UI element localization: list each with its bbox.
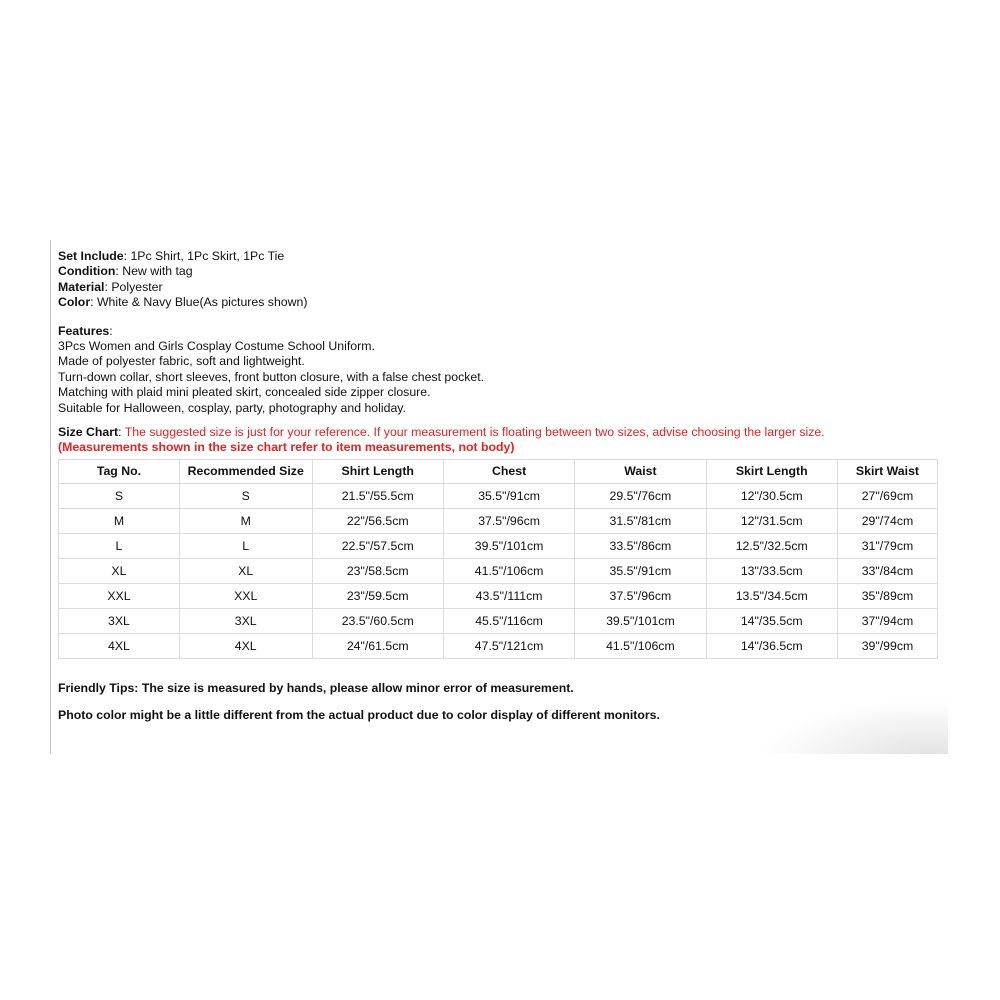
table-cell: 37"/94cm [837, 608, 937, 633]
feature-item: 3Pcs Women and Girls Cosplay Costume School Uniform. [58, 339, 375, 354]
table-cell: S [59, 483, 180, 508]
table-cell: 27"/69cm [837, 483, 937, 508]
column-header: Skirt Waist [837, 459, 937, 483]
table-cell: 3XL [59, 608, 180, 633]
table-cell: 4XL [59, 633, 180, 658]
table-cell: 29.5"/76cm [575, 483, 706, 508]
table-cell: 12.5"/32.5cm [706, 533, 837, 558]
size-chart-note-2: (Measurements shown in the size chart refer to item measurements, not body) [58, 440, 515, 455]
table-cell: L [179, 533, 312, 558]
table-cell: S [179, 483, 312, 508]
features-heading: Features [58, 323, 110, 338]
feature-item: Suitable for Halloween, cosplay, party, photography and holiday. [58, 400, 406, 415]
table-cell: 41.5"/106cm [575, 633, 706, 658]
table-cell: 23.5"/60.5cm [312, 608, 443, 633]
column-header: Recommended Size [179, 459, 312, 483]
table-cell: 14"/36.5cm [706, 633, 837, 658]
set-include-line [58, 249, 948, 264]
color-value: : White & Navy Blue(As pictures shown) [90, 295, 308, 310]
table-cell: 39"/99cm [837, 633, 937, 658]
table-cell: 35.5"/91cm [575, 558, 706, 583]
column-header: Tag No. [59, 459, 180, 483]
color-label: Color [58, 295, 91, 310]
table-cell: 41.5"/106cm [443, 558, 574, 583]
table-row [59, 533, 938, 558]
condition-label: Condition [58, 264, 116, 279]
table-cell: 21.5"/55.5cm [312, 483, 443, 508]
table-cell: L [59, 533, 180, 558]
size-chart-table [58, 459, 938, 659]
table-row [59, 508, 938, 533]
table-cell: 23"/59.5cm [312, 583, 443, 608]
table-cell: 37.5"/96cm [443, 508, 574, 533]
table-cell: 39.5"/101cm [443, 533, 574, 558]
table-row [59, 583, 938, 608]
table-cell: 37.5"/96cm [575, 583, 706, 608]
table-header-row [59, 459, 938, 483]
feature-item: Made of polyester fabric, soft and lightweight. [58, 354, 305, 369]
size-chart-colon: : [118, 425, 125, 440]
table-cell: XL [179, 558, 312, 583]
features-heading-line [58, 324, 948, 339]
material-line [58, 280, 948, 295]
table-cell: 47.5"/121cm [443, 633, 574, 658]
feature-item: Turn-down collar, short sleeves, front button closure, with a false chest pocket. [58, 369, 485, 384]
table-row [59, 633, 938, 658]
table-cell: 31"/79cm [837, 533, 937, 558]
features-heading-colon: : [109, 323, 113, 338]
table-cell: 22"/56.5cm [312, 508, 443, 533]
table-cell: 35"/89cm [837, 583, 937, 608]
color-disclaimer: Photo color might be a little different from the actual product due to color display of different monitors. [58, 707, 660, 722]
table-cell: 4XL [179, 633, 312, 658]
size-chart-label: Size Chart [58, 425, 119, 440]
table-cell: 13"/33.5cm [706, 558, 837, 583]
table-row [59, 608, 938, 633]
table-cell: 33"/84cm [837, 558, 937, 583]
table-cell: 22.5"/57.5cm [312, 533, 443, 558]
column-header: Waist [575, 459, 706, 483]
friendly-tips: Friendly Tips: The size is measured by hands, please allow minor error of measurement. [58, 680, 574, 695]
spacer [58, 311, 948, 324]
table-cell: 3XL [179, 608, 312, 633]
column-header: Skirt Length [706, 459, 837, 483]
table-cell: M [59, 508, 180, 533]
material-label: Material [58, 279, 105, 294]
table-cell: XL [59, 558, 180, 583]
table-cell: 12"/30.5cm [706, 483, 837, 508]
table-cell: XXL [59, 583, 180, 608]
table-cell: 33.5"/86cm [575, 533, 706, 558]
table-cell: 29"/74cm [837, 508, 937, 533]
table-cell: 13.5"/34.5cm [706, 583, 837, 608]
product-description [50, 240, 948, 754]
set-include-value: : 1Pc Shirt, 1Pc Skirt, 1Pc Tie [123, 249, 285, 263]
color-line [58, 295, 948, 310]
table-cell: 35.5"/91cm [443, 483, 574, 508]
table-row [59, 558, 938, 583]
table-cell: 12"/31.5cm [706, 508, 837, 533]
condition-value: : New with tag [115, 264, 193, 279]
feature-item: Matching with plaid mini pleated skirt, concealed side zipper closure. [58, 385, 431, 400]
table-cell: 39.5"/101cm [575, 608, 706, 633]
table-cell: 23"/58.5cm [312, 558, 443, 583]
table-cell: 45.5"/116cm [443, 608, 574, 633]
table-cell: XXL [179, 583, 312, 608]
size-chart-note: The suggested size is just for your reference. If your measurement is floating between two sizes, advise choosing the larger size. [124, 425, 825, 440]
material-value: : Polyester [104, 279, 163, 294]
table-cell: 14"/35.5cm [706, 608, 837, 633]
set-include-label: Set Include [58, 249, 124, 263]
size-chart-note-line [58, 425, 948, 440]
table-cell: 24"/61.5cm [312, 633, 443, 658]
table-cell: 43.5"/111cm [443, 583, 574, 608]
table-cell: M [179, 508, 312, 533]
table-row [59, 483, 938, 508]
column-header: Chest [443, 459, 574, 483]
table-cell: 31.5"/81cm [575, 508, 706, 533]
column-header: Shirt Length [312, 459, 443, 483]
condition-line [58, 264, 948, 279]
